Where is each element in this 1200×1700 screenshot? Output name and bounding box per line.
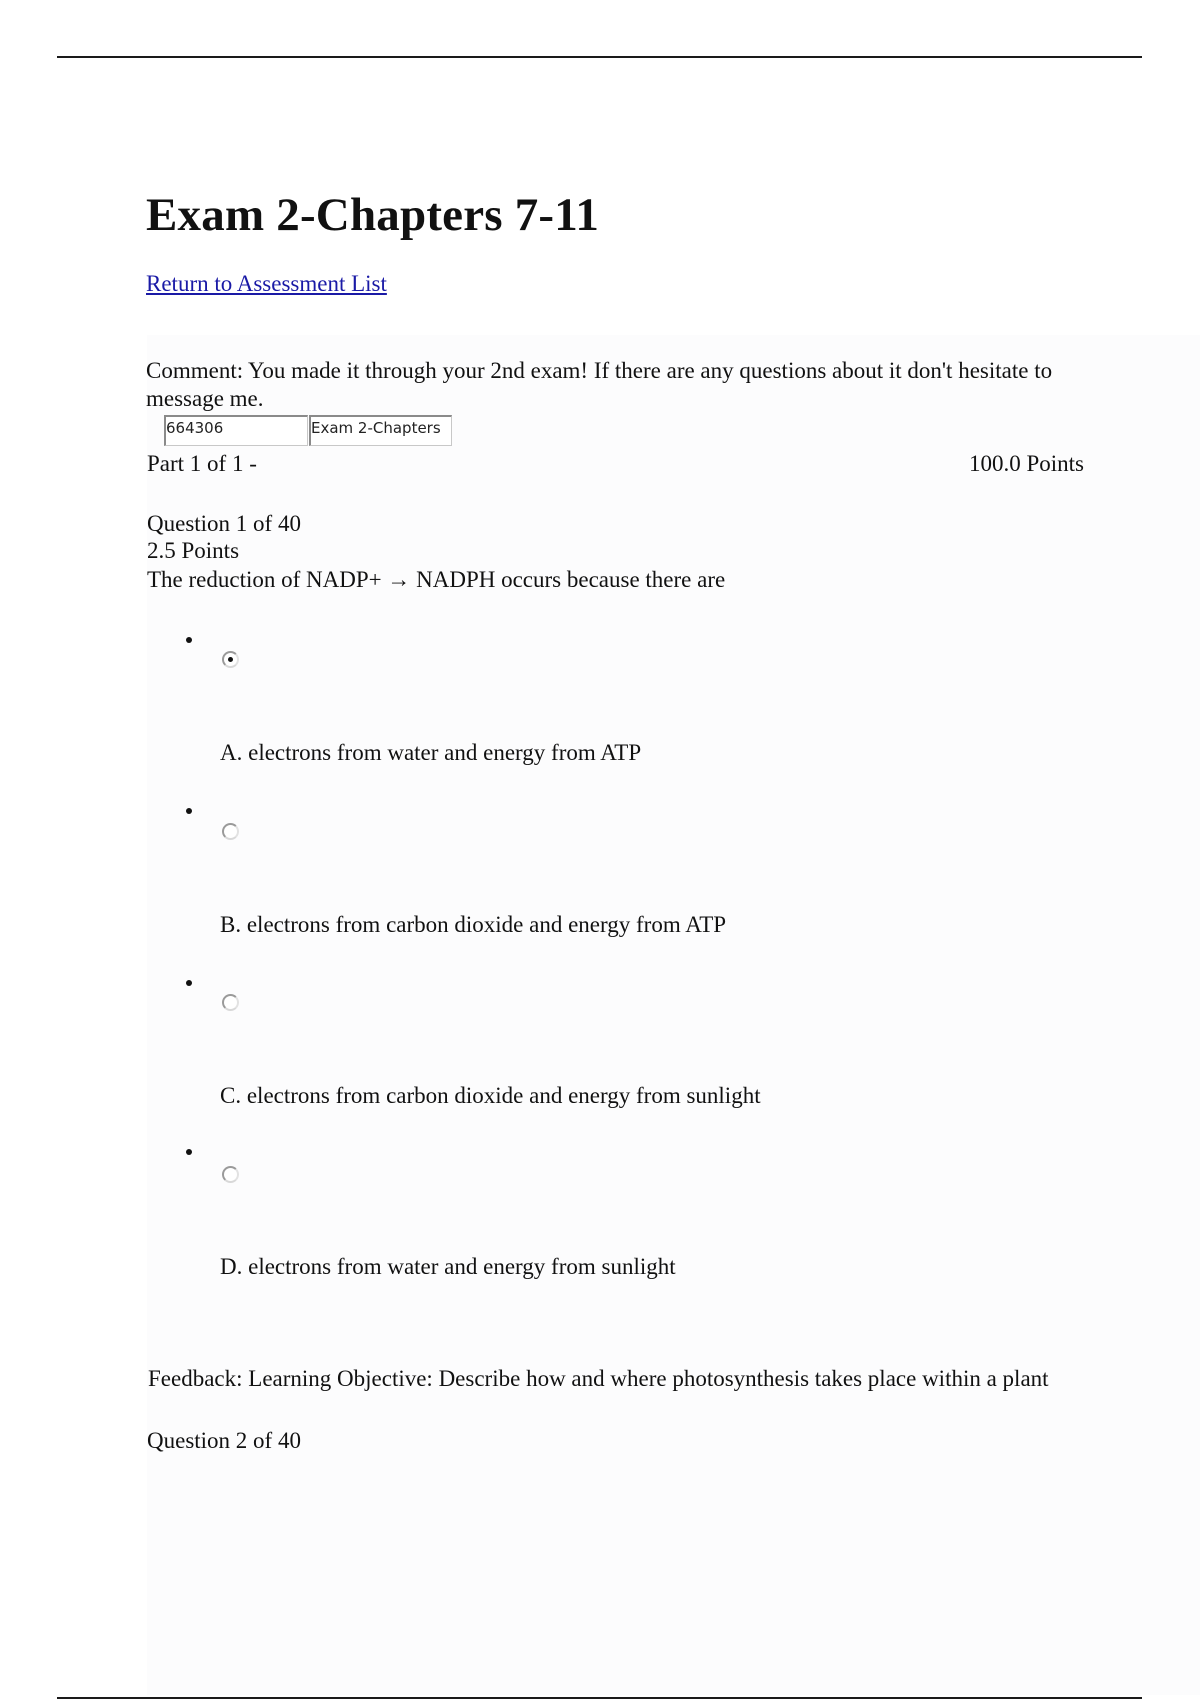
- return-to-assessment-list-link[interactable]: Return to Assessment List: [146, 271, 387, 296]
- content-panel: [147, 335, 1200, 1695]
- question-text: The reduction of NADP+ → NADPH occurs because there are: [147, 567, 726, 592]
- assessment-name-field[interactable]: Exam 2-Chapters: [309, 415, 452, 446]
- assessment-id-field[interactable]: 664306: [164, 415, 308, 446]
- question-number: Question 1 of 40: [147, 511, 301, 536]
- list-bullet: [186, 637, 192, 643]
- list-bullet: [186, 980, 192, 986]
- choice-b-radio[interactable]: [222, 823, 239, 840]
- choice-d-radio[interactable]: [222, 1166, 239, 1183]
- next-question-number: Question 2 of 40: [147, 1428, 301, 1453]
- choice-d-label: D. electrons from water and energy from sunlight: [220, 1254, 676, 1279]
- list-bullet: [186, 808, 192, 814]
- page-title: Exam 2-Chapters 7-11: [146, 189, 600, 241]
- bottom-rule: [57, 1697, 1142, 1699]
- question-points: 2.5 Points: [147, 538, 240, 563]
- choice-b-label: B. electrons from carbon dioxide and energy from ATP: [220, 912, 727, 937]
- part-points: 100.0 Points: [968, 451, 1084, 476]
- part-label: Part 1 of 1 -: [147, 451, 257, 476]
- choice-c-label: C. electrons from carbon dioxide and energy from sunlight: [220, 1083, 761, 1108]
- choice-c-radio[interactable]: [222, 994, 239, 1011]
- list-bullet: [186, 1149, 192, 1155]
- top-rule: [57, 56, 1142, 58]
- instructor-comment: Comment: You made it through your 2nd exam! If there are any questions about it don't hesitate to message me.: [146, 358, 1053, 411]
- question-feedback: Feedback: Learning Objective: Describe how and where photosynthesis takes place within a plant: [148, 1366, 1049, 1391]
- choice-a-radio[interactable]: [222, 651, 239, 668]
- choice-a-label: A. electrons from water and energy from ATP: [220, 740, 642, 765]
- radio-selected-dot: [228, 657, 233, 662]
